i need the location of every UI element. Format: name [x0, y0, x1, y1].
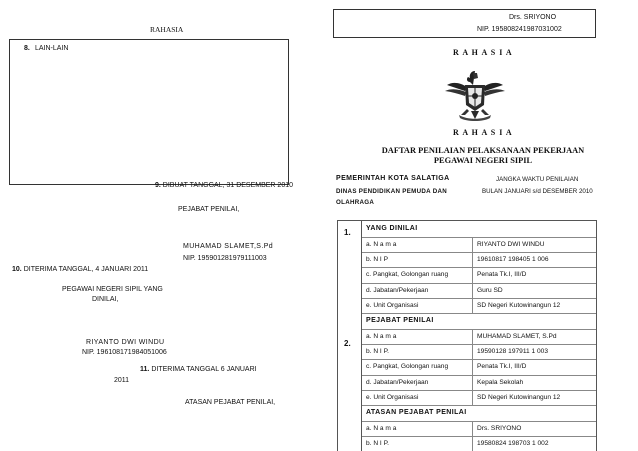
form-title-line1: DAFTAR PENILAIAN PELAKSANAAN PEKERJAAN — [381, 146, 585, 155]
section-pejabat-penilai: PEJABAT PENILAI — [366, 317, 434, 324]
section-yang-dinilai: YANG DINILAI — [366, 225, 418, 232]
table-row-value: Kepala Sekolah — [477, 378, 524, 386]
table-row-value: 19580824 198703 1 002 — [477, 440, 549, 448]
pns-nip: NIP. 196108171984051006 — [82, 349, 167, 356]
table-row-value: Drs. SRIYONO — [477, 425, 522, 432]
signature-name: Drs. SRIYONO — [509, 14, 557, 21]
left-header-rahasia: RAHASIA — [150, 25, 184, 34]
right-header-rahasia-top: R A H A S I A — [453, 48, 513, 57]
section-8-box — [9, 39, 289, 185]
period-label: JANGKA WAKTU PENILAIAN — [496, 176, 579, 183]
section-9 — [155, 182, 293, 189]
pns-label-line1: PEGAWAI NEGERI SIPIL YANG — [62, 286, 163, 293]
section-8-label: LAIN-LAIN — [35, 45, 69, 52]
pns-name: RIYANTO DWI WINDU — [86, 339, 165, 346]
org-subtitle-line1: DINAS PENDIDIKAN PEMUDA DAN — [336, 188, 447, 195]
section-9-number: 9. — [155, 182, 161, 189]
personnel-table — [337, 220, 597, 451]
table-row-label: e. Unit Organisasi — [366, 393, 419, 401]
section-10 — [12, 266, 148, 273]
table-row-value: Penata Tk.I, III/D — [477, 271, 527, 279]
org-title: PEMERINTAH KOTA SALATIGA — [336, 175, 450, 182]
form-title-line2: PEGAWAI NEGERI SIPIL — [433, 156, 533, 165]
section-11 — [140, 366, 257, 373]
table-row-label: b. N I P — [366, 256, 388, 264]
section-11-number: 11. — [140, 366, 150, 373]
pejabat-penilai-label: PEJABAT PENILAI, — [178, 206, 240, 213]
section-9-label: DIBUAT TANGGAL, 31 DESEMBER 2010 — [162, 182, 293, 189]
table-row-value: SD Negeri Kutowinangun 12 — [477, 393, 561, 401]
right-header-rahasia-bottom: R A H A S I A — [453, 128, 513, 137]
table-row-value: RIYANTO DWI WINDU — [477, 241, 545, 248]
table-row-label: d. Jabatan/Pekerjaan — [366, 286, 429, 294]
section-10-number: 10. — [12, 266, 22, 273]
atasan-pejabat-label: ATASAN PEJABAT PENILAI, — [185, 399, 276, 406]
table-row-label: b. N I P. — [366, 440, 389, 448]
table-row-value: Guru SD — [477, 286, 503, 294]
table-row-label: d. Jabatan/Pekerjaan — [366, 378, 429, 386]
table-row-value: MUHAMAD SLAMET, S.Pd — [477, 333, 557, 340]
row-number-2: 2. — [344, 339, 351, 348]
table-row-label: c. Pangkat, Golongan ruang — [366, 363, 449, 371]
table-row-label: c. Pangkat, Golongan ruang — [366, 271, 449, 279]
pejabat-penilai-name: MUHAMAD SLAMET,S.Pd — [183, 243, 274, 250]
table-row-label: a. N a m a — [366, 241, 397, 248]
table-row-label: b. N I P. — [366, 348, 389, 356]
table-row-value: 19610817 198405 1 006 — [477, 256, 549, 264]
signature-nip: NIP. 195808241987031002 — [477, 26, 562, 33]
section-atasan-pejabat: ATASAN PEJABAT PENILAI — [366, 409, 467, 416]
table-row-value: Penata Tk.I, III/D — [477, 363, 527, 371]
table-row-value: SD Negeri Kutowinangun 12 — [477, 301, 561, 309]
garuda-emblem-icon — [443, 65, 507, 125]
section-11-label: DITERIMA TANGGAL 6 JANUARI — [151, 366, 257, 373]
pejabat-penilai-nip: NIP. 195901281979111003 — [183, 255, 267, 262]
table-row-label: e. Unit Organisasi — [366, 301, 419, 309]
pns-label-line2: DINILAI, — [92, 296, 119, 303]
row-number-1: 1. — [344, 228, 351, 237]
period-value: BULAN JANUARI s/d DESEMBER 2010 — [482, 188, 593, 195]
section-11-year: 2011 — [114, 377, 130, 384]
section-8-number: 8. — [24, 45, 30, 52]
table-row-label: a. N a m a — [366, 333, 397, 340]
signature-box — [333, 9, 596, 38]
table-row-value: 19590128 197911 1 003 — [477, 348, 549, 356]
section-10-label: DITERIMA TANGGAL, 4 JANUARI 2011 — [23, 266, 149, 273]
org-subtitle-line2: OLAHRAGA — [336, 199, 375, 206]
table-row-label: a. N a m a — [366, 425, 397, 432]
